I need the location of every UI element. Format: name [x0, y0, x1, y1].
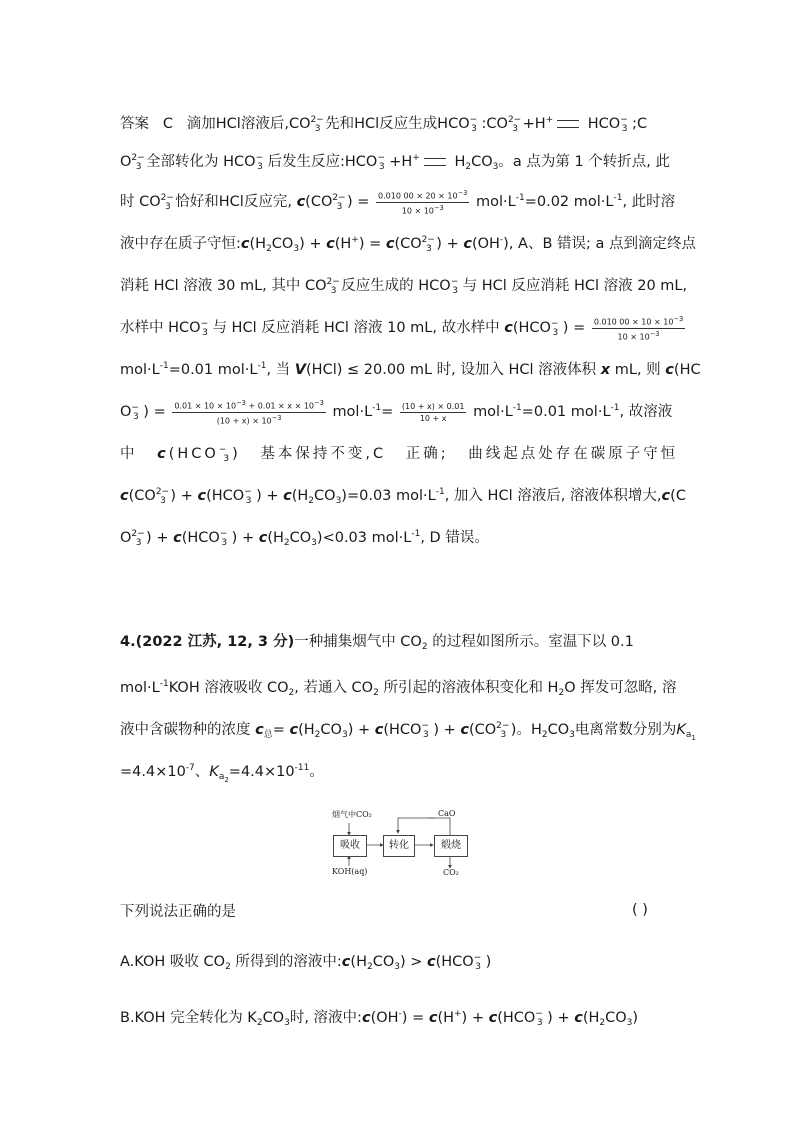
question-stem: 下列说法正确的是	[120, 904, 236, 920]
option-a: A.KOH 吸收 $CO_2$ 所得到的溶液中$:c(H_2CO_3) > c(HCO^-_3$ )	[120, 953, 492, 972]
answer-line-7: $mol\cdot L^{-1}=0.01$ $mol\cdot L^{-1}$, 当 V(HCl) ≤ 20.00 mL 时, 设加入 HCl 溶液体积 x mL, 则 c(HC	[120, 361, 701, 378]
convert-box: 转化	[383, 835, 415, 857]
answer-line-2: $O^{2-}_3$ 全部转化为 $HCO^-_3$ 后发生反应$:HCO^-_3 +H^+$ $H_2CO_3$。a 点为第 1 个转折点, 此	[120, 153, 671, 172]
process-flow-diagram	[328, 806, 468, 880]
equilibrium-sign	[557, 120, 579, 128]
question-line-2: $mol\cdot L^{-1}KOH$ 溶液吸收 $CO_2$, 若通入 $CO_2$ 所引起的溶液体积变化和 $H_2O$ 挥发可忽略, 溶	[120, 679, 677, 698]
flue-gas-label: 烟气中CO₂	[332, 810, 372, 819]
answer-line-3: 时 $CO^{2-}_3$ 恰好和HCl反应完, $c(CO^{2-}_3$ ) = $\frac{0.010 00 \times 20 \times 10^{-3}}{10 \times 10^{-3}}$ $mol\cdot L^{-1}=0.02$ $mol\cdot L^{-1}$, 此时溶	[120, 189, 676, 216]
answer-line-5: 消耗 HCl 溶液 30 mL, 其中 $CO^{2-}_3$ 反应生成的 $HCO^-_3$ 与 HCl 反应消耗 HCl 溶液 20 mL,	[120, 277, 688, 296]
answer-line-8: $O^-_3$ ) = $\frac{0.01 \times 10 \times 10^{-3} + 0.01 \times x \times 10^{-3}}{(10 + x) \times 10^{-3}}$ $mol\cdot L^{-1}=$ $\frac{(10 + x) \times 0.01}{10 + x}$ $mol\cdot L^{-1}=0.01$ $mol\cdot L^{-1}$, 故溶液	[120, 399, 673, 426]
fraction: $\frac{0.010 00 \times 20 \times 10^{-3}}{10 \times 10^{-3}}$	[378, 189, 468, 216]
answer-line-11: $O^{2-}_3$ ) + $c(HCO^-_3$ ) + $c(H_2CO_3)<0.03$ $mol\cdot L^{-1}$, D 错误。	[120, 529, 489, 548]
fraction: $\frac{0.010 00 \times 10 \times 10^{-3}}{10 \times 10^{-3}}$	[593, 315, 684, 342]
answer-line-4: 液中存在质子守恒$:c(H_2CO_3) + c(H^+) = c(CO^{2-}_3$ ) + c(OH-), A、B 错误; a 点到滴定终点	[120, 235, 697, 254]
calcine-box: 煅烧	[434, 835, 468, 857]
answer-line-1: 答案 C 滴加HCl溶液后$,CO^{2-}_3$ 先和HCl反应生成$HCO^-_3$ $:CO^{2-}_3 +H^+$ $HCO^-_3$ ;C	[120, 115, 648, 134]
question-line-1: 4.(2022 江苏, 12, 3 分)一种捕集烟气中 $CO_2$ 的过程如图所示。室温下以 0.1	[120, 634, 634, 652]
fraction: $\frac{(10 + x) \times 0.01}{10 + x}$	[401, 401, 465, 423]
answer-line-6: 水样中 $HCO^-_3$ 与 HCl 反应消耗 HCl 溶液 10 mL, 故水样中 $c(HCO^-_3$ ) = $\frac{0.010 00 \times 10 \times 10^{-3}}{10 \times 10^{-3}}$	[120, 315, 684, 342]
cao-label: CaO	[438, 809, 456, 818]
question-line-4: $=4.4\times 10^{-7}$、$K_{a_2}=4.4\times 10^{-11}$。	[120, 763, 324, 784]
option-b: B.KOH 完全转化为 $K_2CO_3$时, 溶液中:c(OH-) = $c(H^+) + c(HCO^-_3$ ) + $c(H_2CO_3)$	[120, 1009, 639, 1028]
answer-line-9: 中 $c(HCO^-_3)$ 基本保持不变,C 正确; 曲线起点处存在碳原子守恒	[120, 445, 679, 464]
fraction: $\frac{0.01 \times 10 \times 10^{-3} + 0.01 \times x \times 10^{-3}}{(10 + x) \times 10^{-3}}$	[174, 399, 324, 426]
answer-line-10: $c(CO^{2-}_3$ ) + $c(HCO^-_3$ ) + $c(H_2CO_3)=0.03$ $mol\cdot L^{-1}$, 加入 HCl 溶液后, 溶液体积增大,c(C	[120, 487, 686, 506]
absorb-box: 吸收	[333, 835, 367, 857]
koh-label: KOH(aq)	[332, 867, 368, 876]
answer-blank: ( )	[632, 902, 648, 918]
question-line-3: 液中含碳物种的浓度 $c_总= c(H_2CO_3) + c(HCO^-_3$ ) + $c(CO^{2-}_3$ )。$H_2CO_3$电离常数分别为$K_{a_1}$	[120, 721, 696, 742]
co2-label: CO₂	[443, 868, 459, 877]
